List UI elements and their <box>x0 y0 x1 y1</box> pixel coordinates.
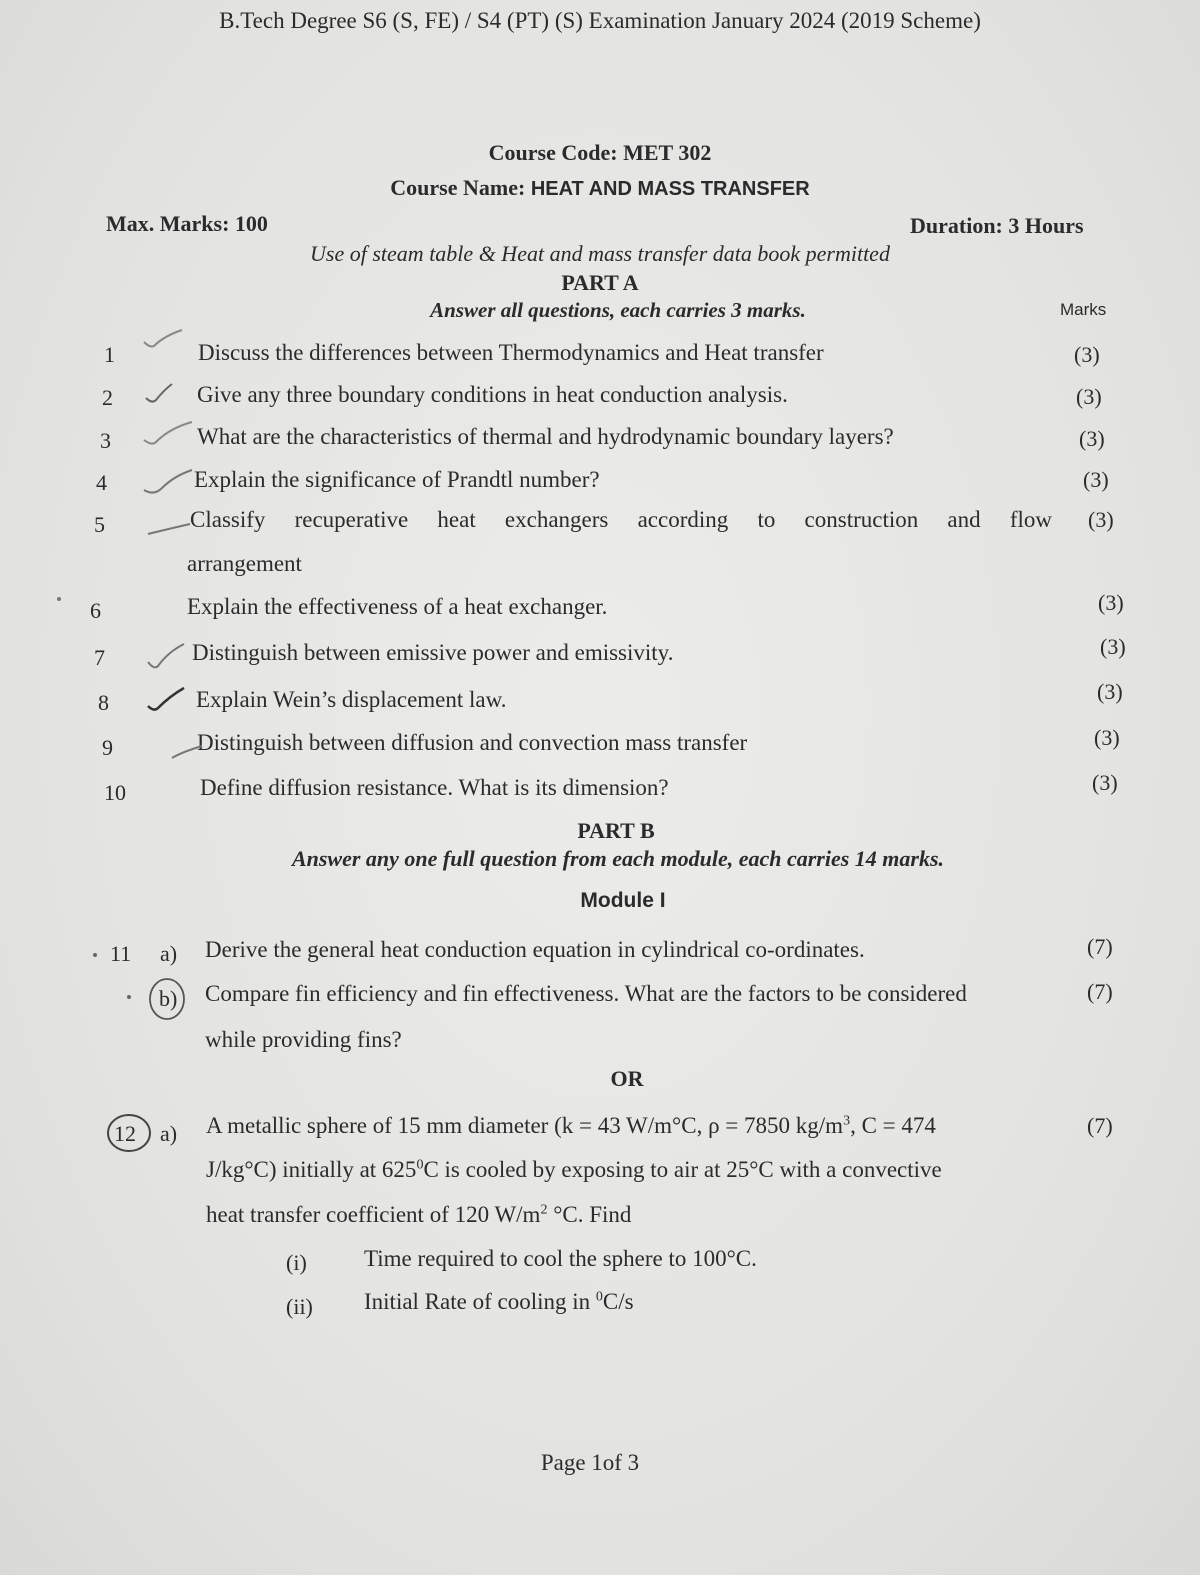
q11b-text: Compare fin efficiency and fin effectiveness. What are the factors to be considered <box>205 981 967 1006</box>
part-b-instruction: Answer any one full question from each module, each carries 14 marks. <box>291 846 945 871</box>
q9-text: Distinguish between diffusion and convection mass transfer <box>197 730 748 755</box>
checkmark-icon <box>140 326 186 356</box>
exam-header: B.Tech Degree S6 (S, FE) / S4 (PT) (S) Examination January 2024 (2019 Scheme) <box>219 8 981 33</box>
q12a-marks: (7) <box>1087 1113 1113 1138</box>
q4-number: 4 <box>96 470 107 495</box>
q3-text: What are the characteristics of thermal and hydrodynamic boundary layers? <box>197 424 894 449</box>
q12a-line1: A metallic sphere of 15 mm diameter (k = 43 W/m°C, ρ = 7850 $kg/m^3$, C = 474 <box>206 1113 936 1138</box>
q3-number: 3 <box>100 428 111 453</box>
circle-mark-icon <box>146 976 188 1022</box>
max-marks: Max. Marks: 100 <box>106 211 268 236</box>
part-a-instruction: Answer all questions, each carries 3 marks. <box>430 298 806 322</box>
q11a-text: Derive the general heat conduction equation in cylindrical co-ordinates. <box>205 937 865 962</box>
q5-marks: (3) <box>1088 507 1114 532</box>
q1-number: 1 <box>104 342 115 367</box>
q10-text: Define diffusion resistance. What is its dimension? <box>200 775 669 800</box>
module-title: Module I <box>580 889 666 912</box>
course-code: Course Code: MET 302 <box>488 140 712 165</box>
q1-text: Discuss the differences between Thermodynamics and Heat transfer <box>198 340 824 365</box>
pencil-stroke-icon <box>168 740 208 764</box>
checkmark-icon <box>140 418 196 452</box>
page-footer: Page 1of 3 <box>540 1450 640 1475</box>
part-b-title: PART B <box>577 818 655 843</box>
circle-mark-icon <box>104 1110 154 1156</box>
q12a-line2: J/kg°C) initially at $625^0C$ is cooled by exposing to air at 25°C with a convective <box>206 1157 942 1182</box>
part-a-title: PART A <box>561 270 639 295</box>
checkmark-icon <box>144 640 188 674</box>
q12-sub-ii-text: Initial Rate of cooling in $^0$C/s <box>364 1289 634 1314</box>
q12a-line3: heat transfer coefficient of 120 $W/m^2$ °C. Find <box>206 1202 632 1227</box>
q12a-label: a) <box>160 1121 178 1146</box>
q2-number: 2 <box>102 385 113 410</box>
dot-mark <box>126 994 132 1000</box>
q7-text: Distinguish between emissive power and emissivity. <box>192 640 674 665</box>
q3-marks: (3) <box>1079 426 1105 451</box>
q1-marks: (3) <box>1074 342 1100 367</box>
q9-marks: (3) <box>1094 725 1120 750</box>
q8-text: Explain Wein’s displacement law. <box>196 687 507 712</box>
q12-sub-ii-label: (ii) <box>286 1294 313 1319</box>
course-name: HEAT AND MASS TRANSFER <box>530 178 810 200</box>
q6-number: 6 <box>90 598 101 623</box>
q11-number: 11 <box>110 941 132 966</box>
q5-text: Classify recuperative heat exchangers according to construction and flow <box>190 507 1052 532</box>
checkmark-icon <box>140 466 196 500</box>
course-name-label: Course Name: <box>390 175 531 200</box>
q8-number: 8 <box>98 690 109 715</box>
q12-sub-i-text: Time required to cool the sphere to 100°C. <box>364 1246 757 1271</box>
q11b-marks: (7) <box>1087 979 1113 1004</box>
q4-marks: (3) <box>1083 467 1109 492</box>
q11a-label: a) <box>160 941 178 966</box>
duration: Duration: 3 Hours <box>910 213 1084 238</box>
q7-marks: (3) <box>1100 634 1126 659</box>
permitted-note: Use of steam table & Heat and mass transfer data book permitted <box>310 241 890 266</box>
q5-number: 5 <box>94 512 105 537</box>
q12-number: 12 <box>114 1121 136 1146</box>
q5-text-cont: arrangement <box>187 551 302 576</box>
course-name-line <box>0 175 1200 201</box>
q4-text: Explain the significance of Prandtl number? <box>194 467 600 492</box>
q11b-label: b) <box>159 986 178 1011</box>
q2-marks: (3) <box>1076 384 1102 409</box>
q11a-marks: (7) <box>1087 934 1113 959</box>
dot-mark <box>56 596 62 602</box>
q11b-text-cont: while providing fins? <box>205 1027 402 1052</box>
checkmark-icon <box>142 380 182 410</box>
q12-sub-i-label: (i) <box>286 1250 307 1275</box>
pencil-stroke-icon <box>144 512 194 542</box>
q10-marks: (3) <box>1092 770 1118 795</box>
dot-mark <box>92 952 98 958</box>
q2-text: Give any three boundary conditions in heat conduction analysis. <box>197 382 788 407</box>
marks-header: Marks <box>1060 300 1107 319</box>
q9-number: 9 <box>102 735 113 760</box>
q10-number: 10 <box>104 780 126 805</box>
q6-text: Explain the effectiveness of a heat exchanger. <box>187 594 608 619</box>
q7-number: 7 <box>94 645 105 670</box>
checkmark-icon <box>144 684 188 718</box>
q6-marks: (3) <box>1098 590 1124 615</box>
q8-marks: (3) <box>1097 679 1123 704</box>
or-separator: OR <box>610 1066 644 1091</box>
